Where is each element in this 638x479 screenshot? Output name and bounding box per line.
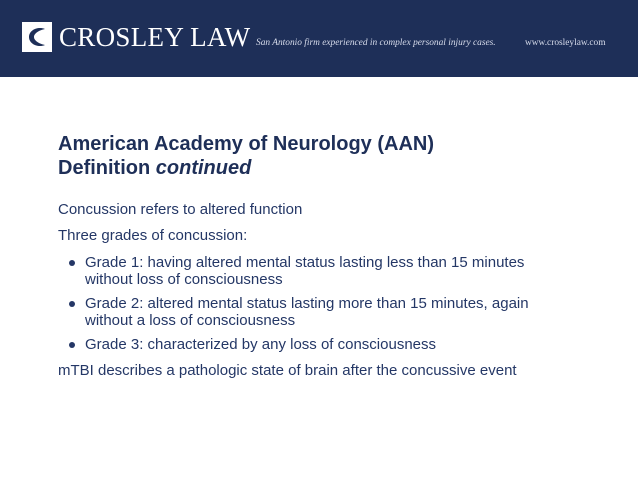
title-line-2	[58, 156, 618, 180]
title-line-1: American Academy of Neurology (AAN)	[58, 133, 434, 155]
bullet-icon	[69, 260, 75, 266]
paragraph-concussion: Concussion refers to altered function	[58, 201, 303, 218]
paragraph-grades-intro: Three grades of concussion:	[58, 227, 248, 244]
website-link[interactable]: www.crosleylaw.com	[525, 38, 606, 48]
list-item-line: without loss of consciousness	[85, 271, 283, 288]
slide-title	[58, 132, 618, 180]
slide-content	[58, 132, 618, 380]
list-item-grade-1	[58, 254, 618, 288]
header-bar	[0, 0, 638, 77]
bullet-icon	[69, 301, 75, 307]
brand-logo	[22, 22, 250, 52]
bullet-icon	[69, 342, 75, 348]
title-emphasis: continued	[155, 157, 252, 179]
list-item-grade-2	[58, 295, 618, 329]
grades-list	[58, 254, 618, 353]
brand-tagline: San Antonio firm experienced in complex personal injury cases.	[256, 38, 496, 48]
crescent-c-logo-icon	[22, 22, 52, 52]
list-item-line: Grade 3: characterized by any loss of consciousness	[85, 336, 437, 353]
list-item-grade-3	[58, 336, 618, 353]
list-item-line: Grade 2: altered mental status lasting more than 15 minutes, again	[85, 295, 529, 312]
paragraph-mtbi: mTBI describes a pathologic state of brain after the concussive event	[58, 362, 517, 379]
brand-name: CROSLEY LAW	[59, 22, 251, 52]
list-item-line: Grade 1: having altered mental status lasting less than 15 minutes	[85, 254, 525, 271]
list-item-line: without a loss of consciousness	[85, 312, 296, 329]
title-prefix: Definition	[58, 157, 151, 179]
